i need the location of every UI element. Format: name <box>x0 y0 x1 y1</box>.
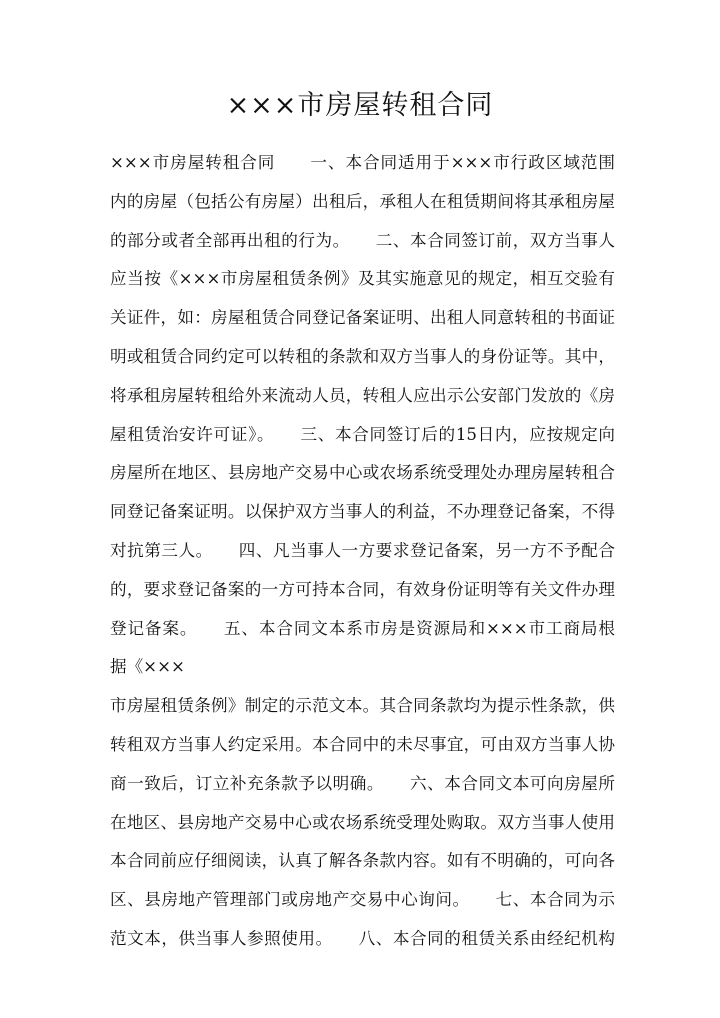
body-line-1: ×××市房屋转租合同 一、本合同适用于×××市行政区域范围 <box>110 153 615 172</box>
body-line-10: 同登记备案证明。以保护双方当事人的利益，不办理登记备案，不得 <box>110 502 615 522</box>
body-line-20: 区、县房地产管理部门或房地产交易中心询问。 七、本合同为示 <box>110 890 615 910</box>
body-line-13: 登记备案。 五、本合同文本系市房是资源局和×××市工商局根 <box>110 618 615 638</box>
body-line-8: 屋租赁治安许可证》。 三、本合同签订后的15日内，应按规定向 <box>110 424 615 444</box>
body-line-4: 应当按《×××市房屋租赁条例》及其实施意见的规定，相互交验有 <box>110 269 615 289</box>
document-body <box>110 144 615 959</box>
body-line-9: 房屋所在地区、县房地产交易中心或农场系统受理处办理房屋转租合 <box>110 463 615 483</box>
body-line-6: 明或租赁合同约定可以转租的条款和双方当事人的身份证等。其中， <box>110 346 615 366</box>
body-line-11: 对抗第三人。 四、凡当事人一方要求登记备案，另一方不予配合 <box>110 540 615 560</box>
body-line-3: 的部分或者全部再出租的行为。 二、本合同签订前，双方当事人 <box>110 230 615 250</box>
body-line-5: 关证件，如：房屋租赁合同登记备案证明、出租人同意转租的书面证 <box>110 308 615 328</box>
body-line-14: 据《××× <box>110 657 185 677</box>
body-line-18: 在地区、县房地产交易中心或农场系统受理处购取。双方当事人使用 <box>110 812 615 832</box>
body-line-21: 范文本，供当事人参照使用。 八、本合同的租赁关系由经纪机构 <box>110 928 615 948</box>
body-line-2: 内的房屋（包括公有房屋）出租后，承租人在租赁期间将其承租房屋 <box>110 191 615 211</box>
body-line-12: 的，要求登记备案的一方可持本合同，有效身份证明等有关文件办理 <box>110 579 615 599</box>
document-title: ×××市房屋转租合同 <box>226 90 494 121</box>
body-line-7: 将承租房屋转租给外来流动人员，转租人应出示公安部门发放的《房 <box>110 385 615 405</box>
body-line-16: 转租双方当事人约定采用。本合同中的未尽事宜，可由双方当事人协 <box>110 734 615 754</box>
body-line-19: 本合同前应仔细阅读，认真了解各条款内容。如有不明确的，可向各 <box>110 851 615 871</box>
body-line-15: 市房屋租赁条例》制定的示范文本。其合同条款均为提示性条款，供 <box>110 696 615 716</box>
body-line-17: 商一致后，订立补充条款予以明确。 六、本合同文本可向房屋所 <box>110 773 615 793</box>
